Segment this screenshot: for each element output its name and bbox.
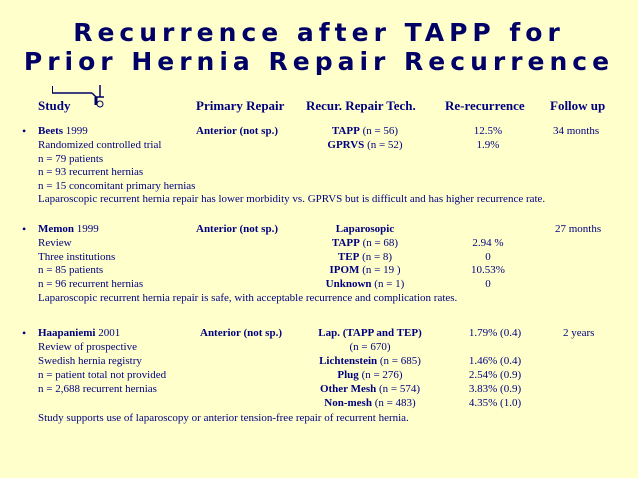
title-line-1: Recurrence after TAPP for bbox=[73, 18, 565, 47]
tech-n: (n = 685) bbox=[379, 355, 421, 367]
desc-line: n = patient total not provided bbox=[38, 369, 167, 381]
rerec-rate: 1.79% (0.4) bbox=[468, 327, 522, 339]
tech-n: (n = 574) bbox=[379, 383, 421, 395]
tech-name: Unknown bbox=[325, 278, 372, 290]
tech-name: Other Mesh bbox=[319, 383, 377, 395]
study-author: Beets bbox=[38, 125, 64, 137]
tech-entry bbox=[295, 355, 445, 368]
bullet: • bbox=[22, 124, 27, 138]
tech-header: Laparosopic bbox=[335, 223, 395, 235]
tech-name: Lichtenstein bbox=[319, 355, 378, 367]
study-name bbox=[38, 327, 120, 340]
desc-line: Review bbox=[38, 237, 72, 249]
primary-repair: Anterior (not sp.) bbox=[196, 223, 278, 235]
desc-line: Three institutions bbox=[38, 251, 116, 263]
desc-line: n = 85 patients bbox=[38, 264, 104, 276]
rerec-rate: 1.9% bbox=[476, 139, 500, 151]
rerec-rate: 4.35% (1.0) bbox=[468, 397, 522, 409]
study-conclusion: Study supports use of laparoscopy or anterior tension-free repair of recurrent hernia. bbox=[38, 412, 409, 424]
follow-up: 2 years bbox=[563, 327, 595, 339]
tech-name: TAPP bbox=[331, 237, 360, 249]
study-conclusion: Laparoscopic recurrent hernia repair has lower morbidity vs. GPRVS but is difficult and has higher recurrence rate. bbox=[38, 193, 546, 205]
bullet: • bbox=[22, 222, 27, 236]
tech-name: GPRVS bbox=[327, 139, 365, 151]
col-tech: Recur. Repair Tech. bbox=[306, 98, 416, 113]
tech-entry bbox=[290, 278, 440, 291]
rerec-rate: 12.5% bbox=[473, 125, 503, 137]
tech-entry bbox=[290, 139, 440, 152]
tech-header: Lap. (TAPP and TEP) bbox=[318, 327, 422, 339]
bullet: • bbox=[22, 326, 27, 340]
study-author: Memon bbox=[38, 223, 75, 235]
title-line-2: Prior Hernia Repair Recurrence bbox=[23, 47, 615, 76]
tech-n: (n = 8) bbox=[362, 251, 393, 263]
tech-n: (n = 68) bbox=[362, 237, 399, 249]
tech-n: (n = 1) bbox=[374, 278, 405, 290]
study-name bbox=[38, 223, 99, 236]
tech-name: Plug bbox=[337, 369, 359, 381]
col-rerec: Re-recurrence bbox=[445, 98, 525, 113]
primary-repair: Anterior (not sp.) bbox=[196, 125, 278, 137]
col-primary: Primary Repair bbox=[196, 98, 285, 113]
rerec-rate: 0 bbox=[485, 251, 491, 263]
tech-n: (n = 56) bbox=[362, 125, 399, 137]
primary-repair: Anterior (not sp.) bbox=[200, 327, 282, 339]
study-conclusion: Laparoscopic recurrent hernia repair is safe, with acceptable recurrence and complication rates. bbox=[38, 292, 458, 304]
tech-n: (n = 670) bbox=[349, 341, 391, 353]
desc-line: n = 15 concomitant primary hernias bbox=[38, 180, 196, 192]
rerec-rate: 1.46% (0.4) bbox=[468, 355, 522, 367]
slide-title bbox=[0, 18, 638, 76]
tech-name: TAPP bbox=[331, 125, 360, 137]
tech-name: Non-mesh bbox=[324, 397, 372, 409]
desc-line: Randomized controlled trial bbox=[38, 139, 162, 151]
tech-n: (n = 276) bbox=[361, 369, 403, 381]
rerec-rate: 3.83% (0.9) bbox=[468, 383, 522, 395]
tech-entry bbox=[295, 383, 445, 396]
tech-entry bbox=[290, 125, 440, 138]
rerec-rate: 10.53% bbox=[471, 264, 505, 276]
desc-line: n = 96 recurrent hernias bbox=[38, 278, 144, 290]
tech-name: TEP bbox=[337, 251, 360, 263]
desc-line: n = 79 patients bbox=[38, 153, 104, 165]
tech-entry bbox=[295, 369, 445, 382]
tech-entry bbox=[290, 251, 440, 264]
tech-name: IPOM bbox=[329, 264, 360, 276]
rerec-rate: 0 bbox=[485, 278, 491, 290]
study-year: 1999 bbox=[76, 223, 99, 235]
desc-line: Review of prospective bbox=[38, 341, 137, 353]
tech-entry bbox=[290, 237, 440, 250]
tech-n: (n = 19 ) bbox=[362, 264, 401, 276]
study-name bbox=[38, 125, 88, 138]
rerec-rate: 2.54% (0.9) bbox=[468, 369, 522, 381]
follow-up: 27 months bbox=[555, 223, 602, 235]
desc-line: n = 2,688 recurrent hernias bbox=[38, 383, 157, 395]
study-year: 1999 bbox=[65, 125, 88, 137]
study-year: 2001 bbox=[98, 327, 121, 339]
desc-line: n = 93 recurrent hernias bbox=[38, 166, 144, 178]
tech-entry bbox=[290, 264, 440, 277]
tech-n: (n = 483) bbox=[374, 397, 416, 409]
col-follow: Follow up bbox=[550, 98, 606, 113]
tech-entry bbox=[295, 397, 445, 410]
follow-up: 34 months bbox=[553, 125, 600, 137]
desc-line: Swedish hernia registry bbox=[38, 355, 142, 367]
col-study: Study bbox=[38, 98, 71, 113]
tech-n: (n = 52) bbox=[367, 139, 403, 151]
study-author: Haapaniemi bbox=[38, 327, 96, 339]
rerec-rate: 2.94 % bbox=[472, 237, 504, 249]
